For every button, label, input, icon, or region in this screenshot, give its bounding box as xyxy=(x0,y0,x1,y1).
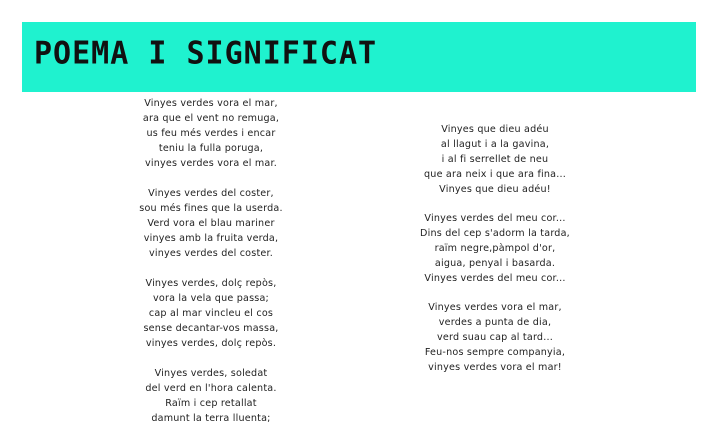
verse-line: Vinyes verdes del meu cor... xyxy=(424,273,566,284)
verse-line: vinyes verdes, dolç repòs. xyxy=(145,338,277,349)
verse-line: verd suau cap al tard... xyxy=(437,332,553,343)
verse-line: aigua, penyal i basarda. xyxy=(434,258,556,269)
verse-line: Vinyes que dieu adéu xyxy=(441,124,549,135)
verse-line: vinyes verdes vora el mar. xyxy=(144,158,278,169)
verse-line: Dins del cep s'adorm la tarda, xyxy=(420,228,570,239)
verse-line: Vinyes verdes vora el mar, xyxy=(144,98,278,109)
stanza-4 xyxy=(128,366,294,426)
verse-line: Raïm i cep retallat xyxy=(165,398,257,409)
verse-line: vinyes amb la fruita verda, xyxy=(143,233,279,244)
verse-line: cap al mar vinclеu el cos xyxy=(148,308,274,319)
poem-left-column xyxy=(128,96,294,441)
verse-line: vinyes verdes del coster. xyxy=(148,248,274,259)
stanza-6 xyxy=(405,211,585,286)
verse-line: damunt la terra lluenta; xyxy=(151,413,271,424)
stanza-1 xyxy=(128,96,294,171)
verse-line: Verd vora el blau mariner xyxy=(147,218,275,229)
verse-line: sense decantar-vos massa, xyxy=(143,323,279,334)
verse-line: sou més fines que la userda. xyxy=(139,203,283,214)
verse-line: Vinyes verdes del meu cor... xyxy=(424,213,566,224)
verse-line: Vinyes verdes, dolç repòs, xyxy=(145,278,277,289)
verse-line: Feu-nos sempre companyia, xyxy=(424,347,566,358)
verse-line: i al fi serrellet de neu xyxy=(441,154,549,165)
verse-line: raïm negre,pàmpol d'or, xyxy=(434,243,556,254)
slide-title: POEMA I SIGNIFICAT xyxy=(34,35,378,72)
verse-line: Vinyes que dieu adéu! xyxy=(439,184,551,195)
verse-line: teniu la fulla poruga, xyxy=(158,143,264,154)
verse-line: que ara neix i que ara fina... xyxy=(424,169,566,180)
verse-line: vinyes verdes vora el mar! xyxy=(428,362,562,373)
verse-line: al llagut i a la gavina, xyxy=(440,139,550,150)
stanza-2 xyxy=(128,186,294,261)
verse-line: Vinyes verdes vora el mar, xyxy=(428,302,562,313)
stanza-3 xyxy=(128,276,294,351)
stanza-7 xyxy=(405,300,585,375)
verse-line: us feu més verdes i encar xyxy=(146,128,276,139)
verse-line: vora la vela que passa; xyxy=(153,293,269,304)
verse-line: Vinyes verdes, soledat xyxy=(154,368,268,379)
verse-line: Vinyes verdes del coster, xyxy=(148,188,274,199)
verse-line: del verd en l'hora calenta. xyxy=(145,383,277,394)
poem-right-column xyxy=(405,122,585,389)
verse-line: verdes a punta de dia, xyxy=(438,317,552,328)
verse-line: ara que el vent no remuga, xyxy=(142,113,280,124)
stanza-5 xyxy=(405,122,585,197)
